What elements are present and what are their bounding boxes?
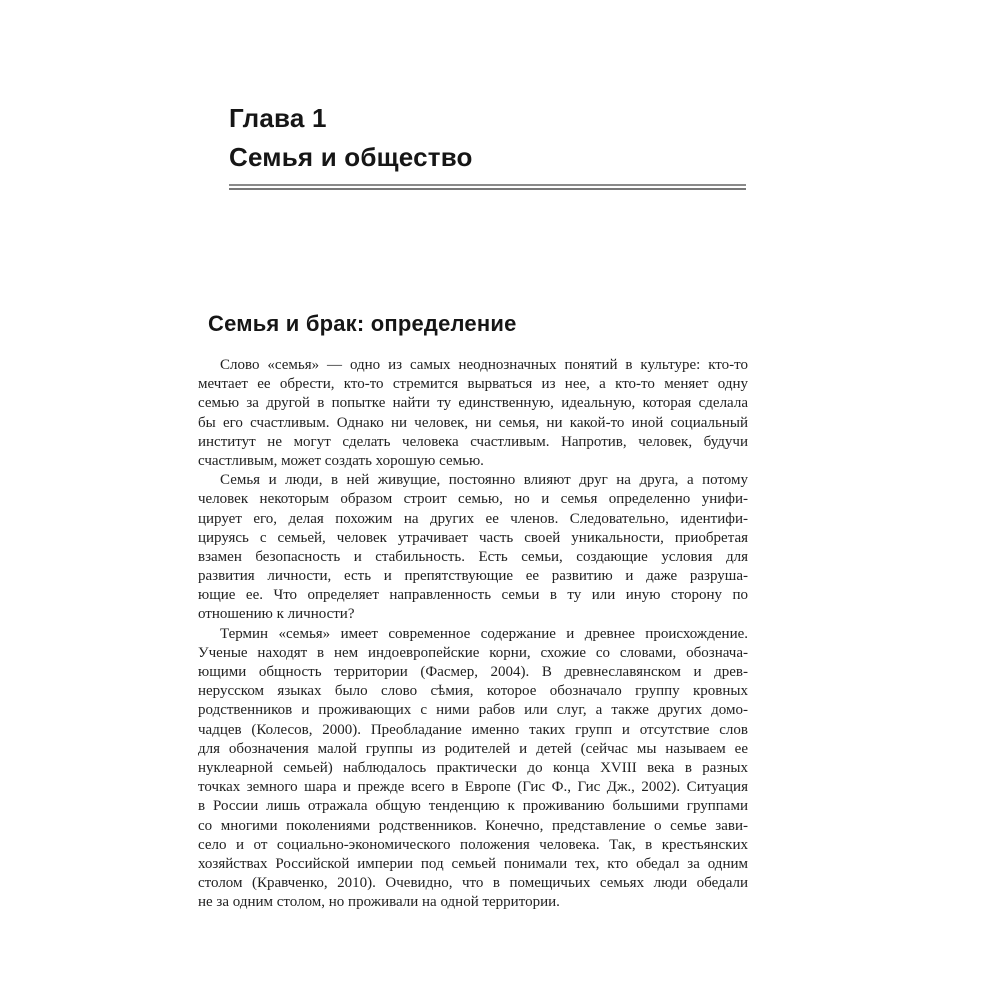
chapter-heading <box>229 99 746 190</box>
text-line: родственников и проживающих с ними рабов или слуг, а также других домо- <box>198 702 748 719</box>
body-text <box>198 356 748 912</box>
paragraph <box>198 625 748 913</box>
text-line: Термин «семья» имеет современное содержание и древнее происхождение. <box>220 625 748 642</box>
section-heading: Семья и брак: определение <box>208 311 517 336</box>
text-line: не за одним столом, но проживали на одной территории. <box>198 894 560 911</box>
text-line: цирует его, делая похожим на других ее членов. Следовательно, идентифи- <box>198 510 748 527</box>
text-line: Семья и люди, в ней живущие, постоянно влияют друг на друга, а потому <box>220 472 748 489</box>
text-line: институт не могут сделать человека счастливым. Напротив, человек, будучи <box>198 433 748 450</box>
chapter-number: Глава 1 <box>229 103 327 133</box>
text-line: мечтает ее обрести, кто-то стремится вырваться из нее, а кто-то меняет одну <box>198 376 748 393</box>
text-line: нерусском языках было слово сѣмия, которое обозначало группу кровных <box>198 683 748 700</box>
text-line: развития личности, есть и препятствующие ее развитию и даже разруша- <box>198 568 748 585</box>
text-line: человек некоторым образом строит семью, но и семья определенно унифи- <box>198 491 748 508</box>
text-line: семью за другой в попытке найти ту единственную, идеальную, которая сделала <box>198 395 748 412</box>
text-line: столом (Кравченко, 2010). Очевидно, что в помещичьих семьях люди обедали <box>198 875 748 892</box>
chapter-divider-rule <box>229 184 746 190</box>
text-line: ющие ее. Что определяет направленность семьи в ту или иную сторону по <box>198 587 748 604</box>
text-line: Слово «семья» — одно из самых неоднозначных понятий в культуре: кто-то <box>220 357 748 373</box>
text-line: село и от социально-экономического положения человека. Так, в крестьянских <box>198 836 748 853</box>
paragraph <box>198 356 748 471</box>
text-line: хозяйствах Российской империи под семьей понимали тех, кто обедал за одним <box>198 855 748 872</box>
text-line: Ученые находят в нем индоевропейские корни, схожие со словами, обознача- <box>198 644 748 661</box>
text-line: ющими общность территории (Фасмер, 2004). В древнеславянском и древ- <box>198 664 748 680</box>
text-line: взамен безопасность и стабильность. Есть семьи, создающие условия для <box>198 548 748 565</box>
text-line: цируясь с семьей, человек утрачивает часть своей уникальности, приобретая <box>198 529 748 546</box>
chapter-title: Семья и общество <box>229 142 473 172</box>
text-line: нуклеарной семьей) наблюдалось практически до конца XVIII века в разных <box>198 759 748 776</box>
text-line: бы его счастливым. Однако ни человек, ни семья, ни какой-то иной социальный <box>198 414 748 431</box>
paragraph <box>198 471 748 625</box>
text-line: со многими поколениями родственников. Конечно, представление о семье зави- <box>198 817 748 834</box>
text-line: отношению к личности? <box>198 606 355 623</box>
text-line: в России лишь отражала общую тенденцию к проживанию большими группами <box>198 798 748 815</box>
text-line: точках земного шара и прежде всего в Европе (Гис Ф., Гис Дж., 2002). Ситуация <box>198 779 748 796</box>
text-line: чадцев (Колесов, 2000). Преобладание именно таких групп и отсутствие слов <box>198 721 748 738</box>
text-line: счастливым, может создать хорошую семью. <box>198 452 484 469</box>
text-line: для обозначения малой группы из родителей и детей (сейчас мы называем ее <box>198 740 748 757</box>
